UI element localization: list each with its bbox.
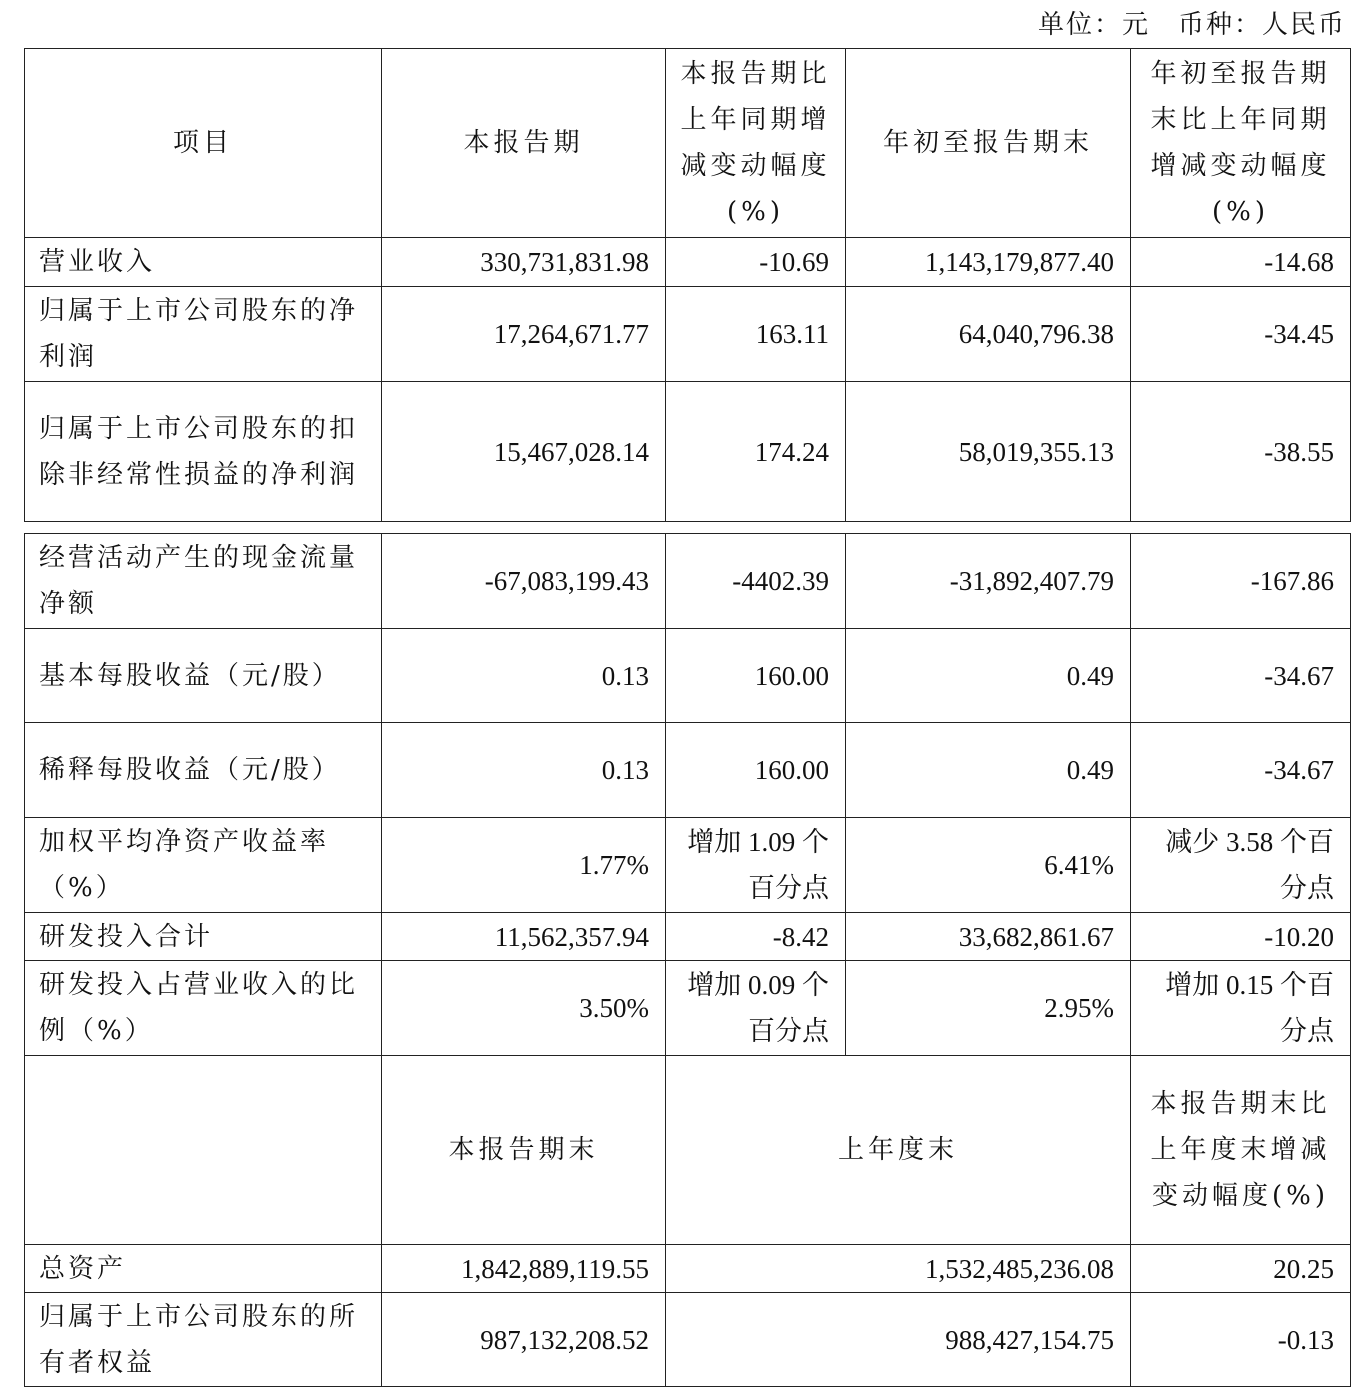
key-financials-table-part2 (24, 533, 1351, 1387)
row-current-change: 163.11 (666, 287, 846, 382)
row-ytd-change: -167.86 (1131, 534, 1351, 629)
balance-header-prior-year-end: 上年度末 (666, 1056, 1131, 1245)
row-item: 经营活动产生的现金流量净额 (25, 534, 382, 629)
row-item: 总资产 (25, 1245, 382, 1293)
row-item: 归属于上市公司股东的扣除非经常性损益的净利润 (25, 382, 382, 522)
row-ytd-change: -14.68 (1131, 238, 1351, 287)
row-ytd: 1,143,179,877.40 (846, 238, 1131, 287)
row-item: 研发投入合计 (25, 913, 382, 961)
balance-header-current-end: 本报告期末 (382, 1056, 666, 1245)
row-current: 3.50% (382, 961, 666, 1056)
row-ytd-change: -34.67 (1131, 629, 1351, 723)
row-current: 15,467,028.14 (382, 382, 666, 522)
row-ytd: 2.95% (846, 961, 1131, 1056)
row-ytd-change: 减少 3.58 个百分点 (1131, 818, 1351, 913)
row-current: 0.13 (382, 723, 666, 818)
row-current-change: -8.42 (666, 913, 846, 961)
row-current: -67,083,199.43 (382, 534, 666, 629)
row-item: 加权平均净资产收益率（%） (25, 818, 382, 913)
row-current: 0.13 (382, 629, 666, 723)
row-ytd: 0.49 (846, 629, 1131, 723)
table-row (25, 534, 1351, 629)
row-item: 归属于上市公司股东的净利润 (25, 287, 382, 382)
header-current-change: 本报告期比上年同期增减变动幅度(%) (666, 49, 846, 238)
table-row (25, 723, 1351, 818)
unit-currency-note: 单位：元 币种：人民币 (1037, 10, 1346, 40)
row-ytd: 0.49 (846, 723, 1131, 818)
header-current-period: 本报告期 (382, 49, 666, 238)
row-current: 17,264,671.77 (382, 287, 666, 382)
row-ytd: 58,019,355.13 (846, 382, 1131, 522)
row-item: 基本每股收益（元/股） (25, 629, 382, 723)
row-current-change: -10.69 (666, 238, 846, 287)
row-prior-year-end: 1,532,485,236.08 (666, 1245, 1131, 1293)
row-ytd-change: -34.67 (1131, 723, 1351, 818)
row-ytd-change: -34.45 (1131, 287, 1351, 382)
row-current-change: 160.00 (666, 629, 846, 723)
table-row (25, 1245, 1351, 1293)
row-current-change: -4402.39 (666, 534, 846, 629)
row-current: 330,731,831.98 (382, 238, 666, 287)
table-row (25, 287, 1351, 382)
table-row (25, 961, 1351, 1056)
row-ytd: -31,892,407.79 (846, 534, 1131, 629)
row-current-change: 174.24 (666, 382, 846, 522)
row-ytd: 33,682,861.67 (846, 913, 1131, 961)
row-change: -0.13 (1131, 1293, 1351, 1387)
table-row (25, 238, 1351, 287)
row-current: 11,562,357.94 (382, 913, 666, 961)
row-ytd-change: -38.55 (1131, 382, 1351, 522)
row-ytd: 6.41% (846, 818, 1131, 913)
header-item: 项目 (25, 49, 382, 238)
row-item: 归属于上市公司股东的所有者权益 (25, 1293, 382, 1387)
row-item: 营业收入 (25, 238, 382, 287)
header-row (25, 49, 1351, 238)
balance-header-row (25, 1056, 1351, 1245)
row-current-end: 1,842,889,119.55 (382, 1245, 666, 1293)
balance-header-change: 本报告期末比上年度末增减变动幅度(%) (1131, 1056, 1351, 1245)
row-current-change: 增加 0.09 个百分点 (666, 961, 846, 1056)
row-ytd-change: -10.20 (1131, 913, 1351, 961)
header-ytd-change: 年初至报告期末比上年同期增减变动幅度(%) (1131, 49, 1351, 238)
row-current-change: 160.00 (666, 723, 846, 818)
row-prior-year-end: 988,427,154.75 (666, 1293, 1131, 1387)
row-ytd: 64,040,796.38 (846, 287, 1131, 382)
key-financials-table-part1 (24, 48, 1351, 522)
table-row (25, 382, 1351, 522)
balance-header-item (25, 1056, 382, 1245)
row-current-end: 987,132,208.52 (382, 1293, 666, 1387)
table-row (25, 1293, 1351, 1387)
row-item: 研发投入占营业收入的比例（%） (25, 961, 382, 1056)
table-row (25, 629, 1351, 723)
table-row (25, 913, 1351, 961)
row-current-change: 增加 1.09 个百分点 (666, 818, 846, 913)
table-row (25, 818, 1351, 913)
row-item: 稀释每股收益（元/股） (25, 723, 382, 818)
row-ytd-change: 增加 0.15 个百分点 (1131, 961, 1351, 1056)
row-current: 1.77% (382, 818, 666, 913)
row-change: 20.25 (1131, 1245, 1351, 1293)
header-ytd: 年初至报告期末 (846, 49, 1131, 238)
